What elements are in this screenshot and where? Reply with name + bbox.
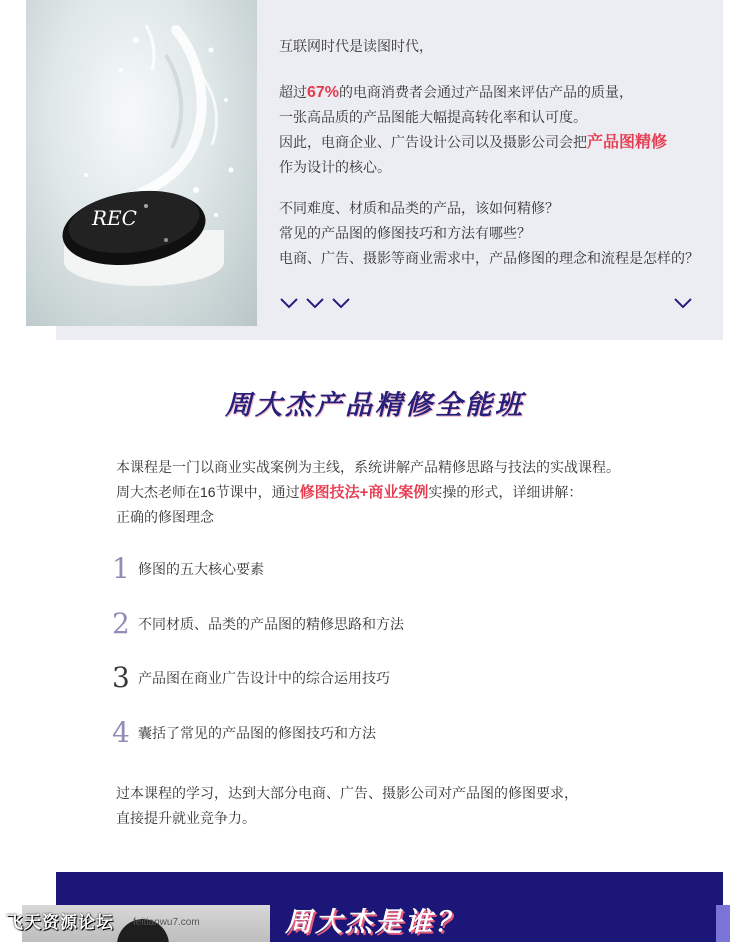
point-number: 3: [112, 661, 130, 694]
chevron-down-icon: [331, 296, 351, 310]
rec-logo: REC: [92, 206, 137, 230]
desc-text-span: 实操的形式，详细讲解：: [428, 483, 583, 500]
watermark-text: 飞天资源论坛: [6, 913, 114, 932]
outro-line: 直接提升就业竞争力。: [116, 809, 256, 826]
intro-line: 一张高品质的产品图能大幅提高转化率和认可度。: [279, 109, 587, 125]
point-number: 2: [112, 607, 130, 640]
outro-line: 过本课程的学习，达到大部分电商、广告、摄影公司对产品图的修图要求，: [116, 785, 578, 801]
who-title: 周大杰是谁？: [285, 907, 465, 937]
chevron-down-icon: [279, 296, 299, 310]
list-item: [112, 660, 532, 696]
intro-line: 互联网时代是读图时代，: [279, 38, 433, 54]
desc-text-span: 周大杰老师在16节课中，通过: [116, 483, 300, 500]
stat-highlight: 67%: [307, 84, 340, 101]
point-label: 囊括了常见的产品图的修图技巧和方法: [138, 725, 376, 741]
chevron-down-icon[interactable]: [673, 296, 693, 310]
intro-line: [279, 130, 709, 155]
list-item: [112, 551, 532, 587]
course-description: [116, 455, 676, 530]
course-outro: [116, 781, 676, 830]
desc-line: [116, 480, 676, 506]
desc-line: 本课程是一门以商业实战案例为主线，系统讲解产品精修思路与技法的实战课程。: [116, 459, 620, 475]
product-photo: [26, 0, 257, 326]
chevron-down-icon: [305, 296, 325, 310]
question-line: 电商、广告、摄影等商业需求中，产品修图的理念和流程是怎样的？: [279, 250, 699, 266]
point-number: 4: [112, 716, 130, 749]
intro-text-span: 因此，电商企业、广告设计公司以及摄影公司会把: [279, 134, 587, 150]
product-jar-illustration: [26, 0, 257, 326]
point-label: 产品图在商业广告设计中的综合运用技巧: [138, 670, 390, 686]
course-title: 周大杰产品精修全能班: [225, 390, 525, 420]
scroll-hint-chevrons: [279, 296, 351, 310]
keyword-highlight: 产品图精修: [587, 134, 668, 151]
watermark-url: feitianwu7.com: [133, 917, 200, 928]
question-line: 常见的产品图的修图技巧和方法有哪些？: [279, 225, 531, 241]
intro-text-span: 超过: [279, 84, 307, 100]
point-label: 不同材质、品类的产品图的精修思路和方法: [138, 616, 404, 632]
intro-line: 作为设计的核心。: [279, 159, 391, 175]
method-highlight: 修图技法+商业案例: [299, 483, 429, 501]
question-line: 不同难度、材质和品类的产品，该如何精修？: [279, 200, 559, 216]
scroll-down-button[interactable]: [673, 296, 693, 310]
list-item: [112, 715, 532, 751]
intro-line: [279, 80, 709, 105]
desc-line: 正确的修图理念: [116, 509, 214, 525]
point-number: 1: [112, 552, 130, 585]
intro-text: [279, 34, 709, 271]
list-item: [112, 606, 532, 642]
point-label: 修图的五大核心要素: [138, 561, 264, 577]
intro-text-span: 的电商消费者会通过产品图来评估产品的质量，: [339, 84, 634, 100]
